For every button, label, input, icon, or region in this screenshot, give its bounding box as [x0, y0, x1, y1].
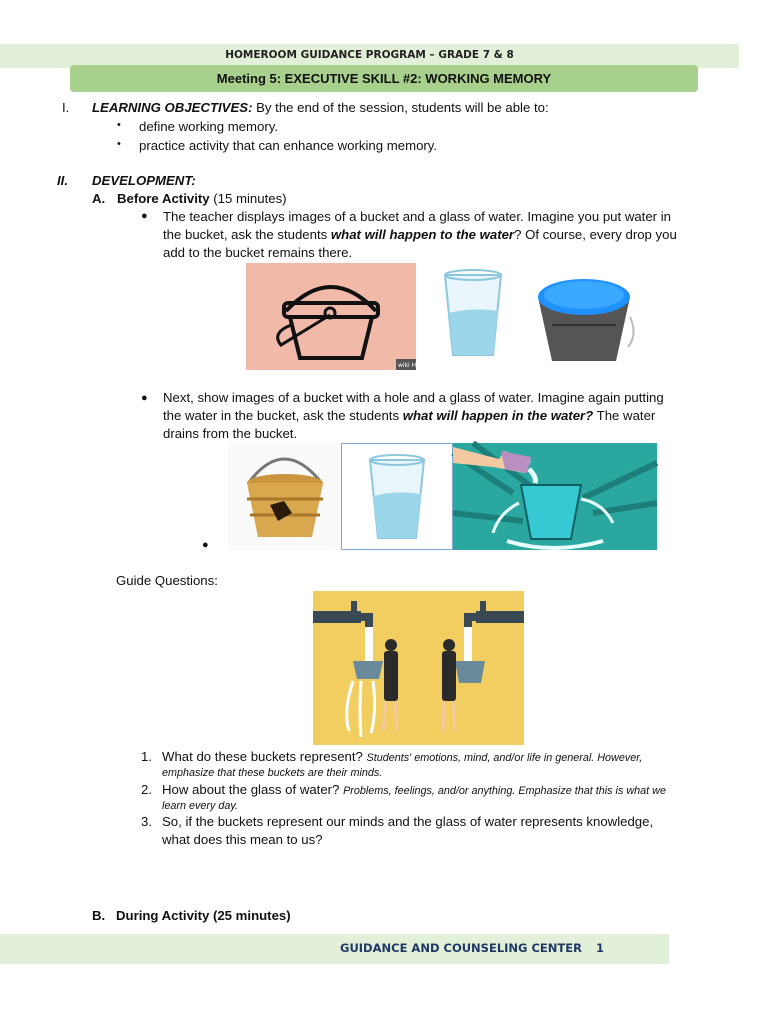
question-number: 1.	[141, 749, 152, 764]
question-answer: Problems, feelings, and/or anything. Emphasize that this is what we	[343, 785, 666, 797]
question-2	[162, 781, 666, 799]
para1-line2	[163, 226, 677, 244]
meeting-title: Meeting 5: EXECUTIVE SKILL #2: WORKING MEMORY	[216, 71, 552, 86]
development-heading: DEVELOPMENT:	[92, 173, 196, 188]
para2-emphasis: what will happen in the water?	[402, 408, 594, 423]
question-1	[162, 748, 642, 766]
bucket-drawing-image	[246, 263, 425, 370]
before-label: Before Activity	[117, 191, 210, 206]
wooden-bucket-icon	[228, 443, 341, 550]
bullet-icon: ●	[141, 210, 148, 222]
para1-text-a: the bucket, ask the students	[163, 227, 331, 242]
para1-line1: The teacher displays images of a bucket and a glass of water. Imagine you put water in	[163, 209, 672, 224]
footer-center-name: GUIDANCE AND COUNSELING CENTER	[340, 941, 582, 955]
during-activity-heading: During Activity (25 minutes)	[116, 908, 291, 923]
para2-text-a: the water in the bucket, ask the students	[163, 408, 403, 423]
section-numeral-2: II.	[57, 173, 68, 188]
faucets-women-icon	[313, 591, 524, 745]
question-3-cont: what does this mean to us?	[162, 832, 323, 847]
bullet-icon: •	[117, 119, 121, 131]
para2-text-b: The water	[593, 408, 656, 423]
para1-emphasis: what will happen to the water	[330, 227, 515, 242]
para2-line1: Next, show images of a bucket with a hole and a glass of water. Imagine again putting	[163, 390, 664, 405]
para2-line3: drains from the bucket.	[163, 426, 298, 441]
question-number: 2.	[141, 782, 152, 797]
objectives-label: LEARNING OBJECTIVES:	[92, 100, 253, 115]
objectives-intro: By the end of the session, students will be able to:	[252, 100, 549, 115]
faucet-buckets-image	[313, 591, 524, 745]
objectives-heading	[92, 99, 549, 117]
question-answer: Students' emotions, mind, and/or life in general. However,	[366, 752, 643, 764]
para1-text-b: ? Of course, every drop you	[514, 227, 677, 242]
section-numeral-1: I.	[62, 100, 70, 115]
during-letter: B.	[92, 908, 106, 923]
before-letter: A.	[92, 191, 106, 206]
question-answer-cont: learn every day.	[162, 800, 239, 812]
objective-item: practice activity that can enhance working memory.	[139, 138, 438, 153]
bullet-icon: ●	[202, 539, 209, 551]
before-activity-heading	[117, 190, 287, 208]
wikihow-mark: wiki How	[398, 362, 425, 369]
program-title: HOMEROOM GUIDANCE PROGRAM – GRADE 7 & 8	[225, 49, 514, 61]
question-text: How about the glass of water?	[162, 782, 344, 797]
bullet-icon: •	[117, 138, 121, 150]
glass-of-water-image-2	[341, 443, 453, 550]
full-bucket-icon	[530, 265, 638, 370]
page-number: 1	[596, 941, 605, 955]
question-number: 3.	[141, 814, 152, 829]
bucket-outline-icon	[246, 263, 425, 370]
question-3: So, if the buckets represent our minds and the glass of water represents knowledge,	[162, 814, 654, 829]
bullet-icon: ●	[141, 392, 148, 404]
guide-questions-label: Guide Questions:	[116, 573, 218, 588]
pouring-water-image	[453, 443, 657, 550]
pouring-bucket-icon	[453, 443, 657, 550]
leaky-bucket-image	[228, 443, 341, 550]
bucket-full-image	[530, 265, 638, 370]
glass-icon	[342, 444, 452, 549]
para2-line2	[163, 407, 655, 425]
objective-item: define working memory.	[139, 119, 279, 134]
question-text: What do these buckets represent?	[162, 749, 367, 764]
question-answer-cont: emphasize that these buckets are their minds.	[162, 767, 383, 779]
para1-line3: add to the bucket remains there.	[163, 245, 353, 260]
glass-icon	[425, 263, 520, 370]
glass-of-water-image	[425, 263, 520, 370]
before-duration: (15 minutes)	[209, 191, 287, 206]
